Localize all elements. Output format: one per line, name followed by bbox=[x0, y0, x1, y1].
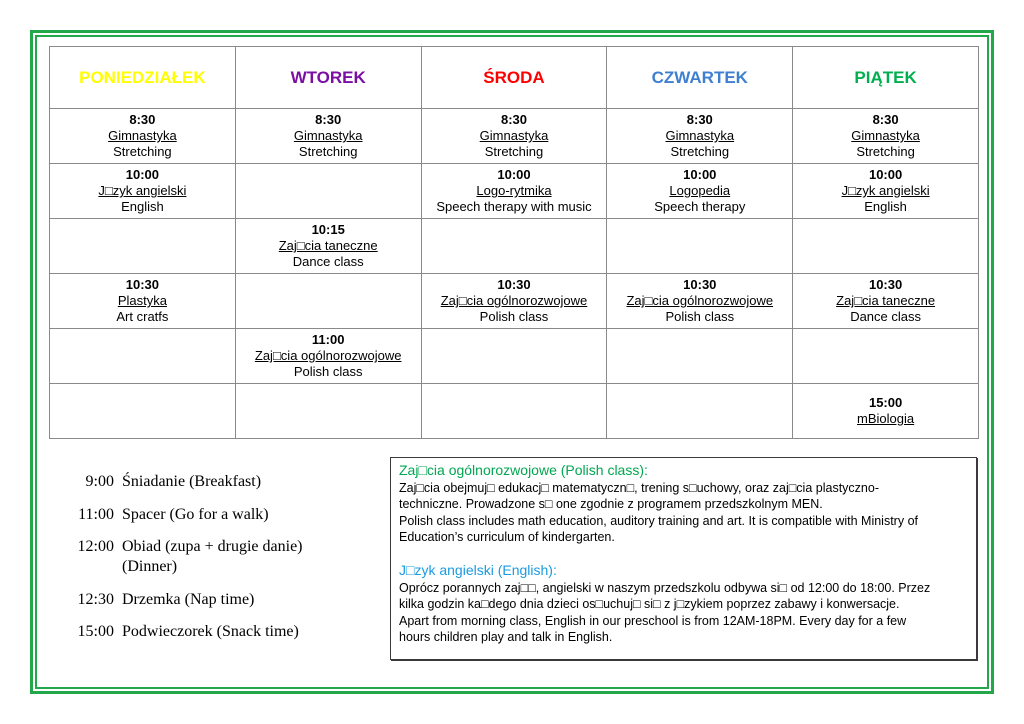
routine-time: 15:00 bbox=[77, 623, 114, 640]
activity-description: Polish class bbox=[479, 309, 549, 324]
info-line: techniczne. Prowadzone s□ one zgodnie z programem przedszkolnym MEN. bbox=[399, 497, 823, 512]
schedule-cell-empty bbox=[421, 384, 607, 439]
activity-name: Logopedia bbox=[669, 183, 731, 198]
polish-class-info bbox=[399, 461, 968, 545]
activity-description: Stretching bbox=[856, 144, 915, 159]
routine-label bbox=[122, 537, 303, 577]
schedule-cell-empty bbox=[421, 329, 607, 384]
activity-description: Stretching bbox=[113, 144, 172, 159]
activity-description: Stretching bbox=[670, 144, 730, 159]
schedule-cell-empty bbox=[793, 329, 979, 384]
info-line: Education’s curriculum of kindergarten. bbox=[399, 529, 615, 544]
schedule-header bbox=[50, 47, 979, 109]
activity-name: Gimnastyka bbox=[479, 128, 549, 143]
routine-item bbox=[60, 505, 303, 525]
schedule-cell-tuesday bbox=[235, 109, 421, 164]
activity-name: Zaj□cia ogólnorozwojowe bbox=[626, 293, 774, 308]
activity-name: Gimnastyka bbox=[293, 128, 363, 143]
routine-item bbox=[60, 622, 303, 642]
schedule-cell-friday bbox=[793, 109, 979, 164]
activity-description: Dance class bbox=[850, 309, 921, 324]
schedule-cell-empty bbox=[607, 219, 793, 274]
activity-description: Stretching bbox=[484, 144, 544, 159]
activity-name: Zaj□cia ogólnorozwojowe bbox=[440, 293, 588, 308]
activity-description: Dance class bbox=[292, 254, 364, 269]
routine-label-line: (Dinner) bbox=[122, 558, 178, 575]
routine-label bbox=[122, 590, 254, 610]
schedule-row bbox=[50, 219, 979, 274]
info-line: Apart from morning class, English in our preschool is from 12AM-18PM. Every day for a few bbox=[399, 613, 907, 628]
activity-time: 10:00 bbox=[497, 167, 531, 182]
activity-description: English bbox=[864, 199, 907, 214]
activity-time: 10:00 bbox=[125, 167, 160, 182]
schedule-cell-empty bbox=[50, 219, 236, 274]
activity-description: Speech therapy with music bbox=[436, 199, 592, 214]
schedule-cell-wednesday bbox=[421, 274, 607, 329]
activity-time: 11:00 bbox=[311, 332, 345, 347]
activity-name: Gimnastyka bbox=[665, 128, 735, 143]
day-header-piatek: PIĄTEK bbox=[793, 47, 979, 109]
routine-time: 11:00 bbox=[78, 505, 114, 523]
activity-time: 8:30 bbox=[315, 112, 342, 127]
activity-description: English bbox=[121, 199, 164, 214]
activity-time: 10:00 bbox=[868, 167, 903, 182]
schedule-cell-thursday bbox=[607, 109, 793, 164]
info-line: kilka godzin ka□dego dnia dzieci os□uchuj□ si□ z j□zykiem poprzez zabawy i konwersacje. bbox=[399, 597, 900, 612]
schedule-row bbox=[50, 164, 979, 219]
activity-name: Zaj□cia taneczne bbox=[836, 293, 936, 308]
routine-item bbox=[60, 590, 303, 610]
day-header-wtorek: WTOREK bbox=[235, 47, 421, 109]
day-header-czwartek: CZWARTEK bbox=[607, 47, 793, 109]
activity-name: J□zyk angielski bbox=[841, 183, 930, 198]
english-class-info bbox=[399, 561, 968, 645]
activity-time: 10:15 bbox=[311, 222, 345, 237]
routine-label-line: Drzemka (Nap time) bbox=[122, 590, 255, 608]
activity-time: 10:30 bbox=[497, 277, 531, 292]
schedule-cell-monday bbox=[50, 109, 236, 164]
schedule-cell-thursday bbox=[607, 274, 793, 329]
routine-time: 12:30 bbox=[77, 590, 114, 608]
schedule-cell-wednesday bbox=[421, 164, 607, 219]
info-line: Polish class includes math education, auditory training and art. It is compatible with Ministry of bbox=[399, 513, 918, 528]
schedule-cell-empty bbox=[421, 219, 607, 274]
activity-name: Gimnastyka bbox=[108, 128, 177, 143]
activity-name: Gimnastyka bbox=[851, 128, 920, 143]
routine-label-line: Podwieczorek (Snack time) bbox=[122, 623, 299, 640]
activity-time: 10:30 bbox=[125, 277, 160, 292]
activity-time: 15:00 bbox=[868, 395, 903, 410]
activity-name: mBiologia bbox=[857, 411, 915, 426]
activity-time: 8:30 bbox=[500, 112, 527, 127]
schedule-cell-empty bbox=[235, 384, 421, 439]
routine-label bbox=[122, 472, 261, 492]
info-box bbox=[390, 457, 977, 660]
activity-time: 8:30 bbox=[129, 112, 156, 127]
schedule-cell-tuesday bbox=[235, 219, 421, 274]
activity-name: Zaj□cia ogólnorozwojowe bbox=[254, 348, 402, 363]
schedule-cell-empty bbox=[793, 219, 979, 274]
activity-time: 8:30 bbox=[872, 112, 899, 127]
schedule-cell-empty bbox=[235, 274, 421, 329]
routine-item bbox=[60, 472, 303, 492]
info-line: Zaj□cia obejmuj□ edukacj□ matematyczn□, trening s□uchowy, oraz zaj□cia plastyczno- bbox=[399, 481, 879, 495]
schedule-row bbox=[50, 274, 979, 329]
activity-description: Speech therapy bbox=[654, 199, 746, 214]
activity-name: Zaj□cia taneczne bbox=[278, 238, 378, 253]
schedule-cell-empty bbox=[235, 164, 421, 219]
activity-time: 10:30 bbox=[683, 277, 717, 292]
activity-name: J□zyk angielski bbox=[98, 183, 187, 198]
schedule-cell-thursday bbox=[607, 164, 793, 219]
schedule-cell-empty bbox=[50, 384, 236, 439]
activity-name: Plastyka bbox=[117, 293, 167, 308]
english-class-info-title: J□zyk angielski (English): bbox=[399, 562, 557, 579]
weekly-schedule-table bbox=[49, 46, 979, 439]
schedule-cell-empty bbox=[607, 329, 793, 384]
schedule-cell-friday bbox=[793, 164, 979, 219]
info-line: Oprócz porannych zaj□□, angielski w naszym przedszkolu odbywa si□ od 12:00 do 18:00. Przez bbox=[399, 581, 931, 596]
routine-item bbox=[60, 537, 303, 577]
activity-description: Stretching bbox=[298, 144, 358, 159]
activity-time: 8:30 bbox=[686, 112, 713, 127]
schedule-cell-monday bbox=[50, 164, 236, 219]
schedule-cell-friday bbox=[793, 384, 979, 439]
activity-time: 10:30 bbox=[868, 277, 903, 292]
routine-label bbox=[122, 622, 299, 642]
polish-class-info-title: Zaj□cia ogólnorozwojowe (Polish class): bbox=[399, 462, 648, 478]
activity-time: 10:00 bbox=[683, 167, 717, 182]
day-header-row bbox=[50, 47, 979, 109]
schedule-cell-wednesday bbox=[421, 109, 607, 164]
daily-routine-list bbox=[60, 472, 303, 655]
routine-label-line: Śniadanie (Breakfast) bbox=[122, 473, 262, 490]
schedule-cell-monday bbox=[50, 274, 236, 329]
schedule-cell-empty bbox=[50, 329, 236, 384]
schedule-row bbox=[50, 384, 979, 439]
schedule-row bbox=[50, 329, 979, 384]
info-line: hours children play and talk in English. bbox=[399, 630, 613, 645]
schedule-cell-tuesday bbox=[235, 329, 421, 384]
activity-name: Logo-rytmika bbox=[476, 183, 552, 198]
routine-label-line: Spacer (Go for a walk) bbox=[122, 505, 269, 523]
schedule-cell-empty bbox=[607, 384, 793, 439]
activity-description: Polish class bbox=[665, 309, 735, 324]
routine-label-line: Obiad (zupa + drugie danie) bbox=[122, 538, 303, 555]
routine-time: 9:00 bbox=[85, 473, 114, 490]
schedule-body bbox=[50, 109, 979, 439]
day-header-sroda: ŚRODA bbox=[421, 47, 607, 109]
activity-description: Polish class bbox=[293, 364, 363, 379]
routine-label bbox=[122, 505, 269, 525]
routine-time: 12:00 bbox=[77, 538, 114, 555]
day-header-poniedzialek: PONIEDZIAŁEK bbox=[50, 47, 236, 109]
schedule-row bbox=[50, 109, 979, 164]
activity-description: Art cratfs bbox=[116, 309, 169, 324]
schedule-cell-friday bbox=[793, 274, 979, 329]
